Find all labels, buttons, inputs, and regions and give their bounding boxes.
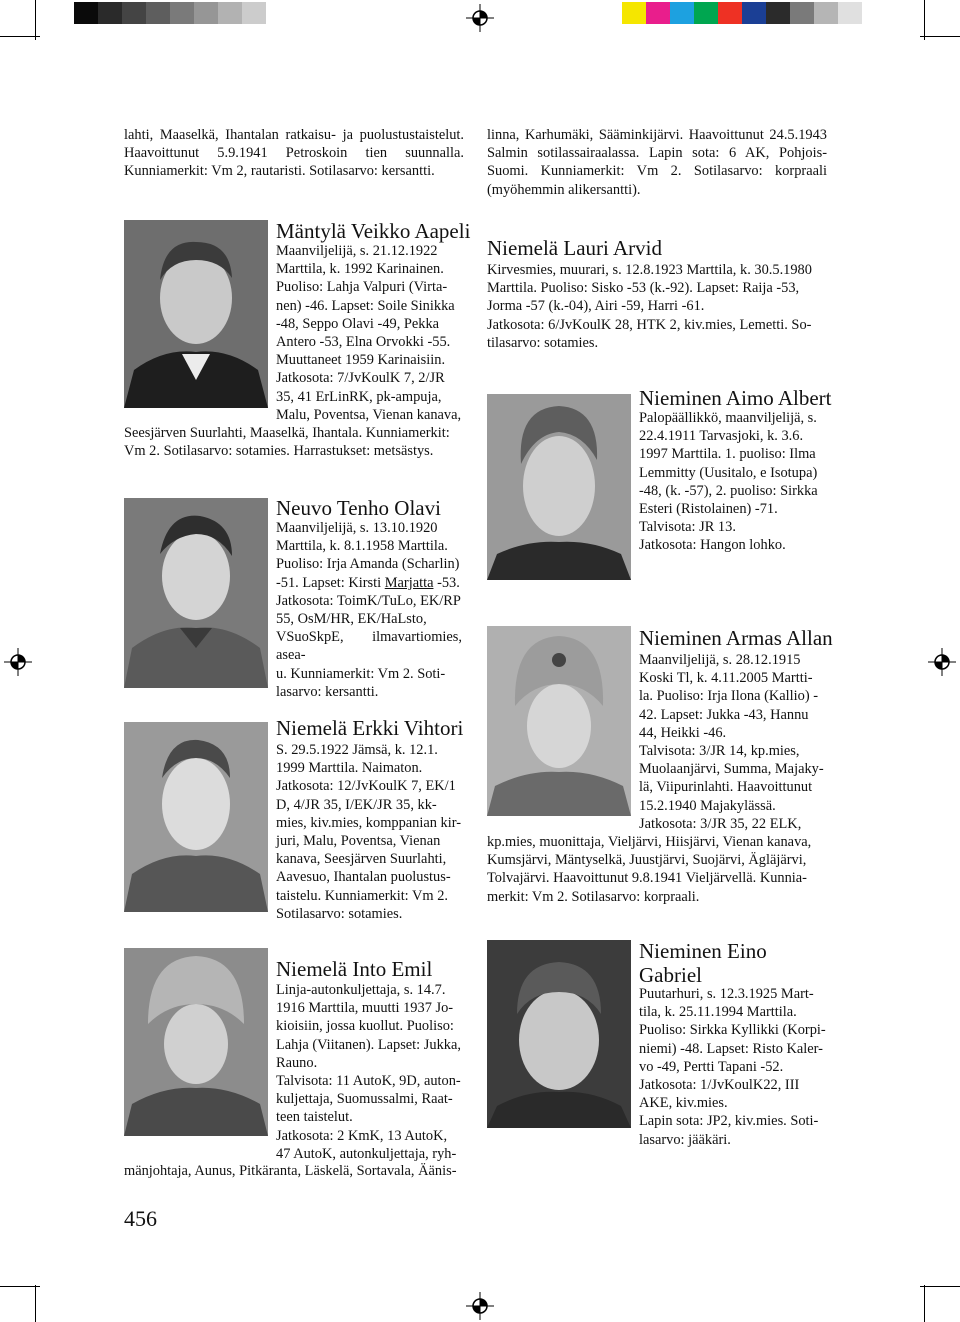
registration-mark-icon (928, 648, 956, 676)
entry-text-nieminen-aimo: Palopäällikkö, maanviljelijä, s. 22.4.1911 Tarvasjoki, k. 3.6. 1997 Marttila. 1. puoliso: Ilma Lemmitty (Uusitalo, e Isotupa) -48, (k. -57), 2. puoliso: Sirkka Esteri (Ristolainen) -71. Talvisota: JR 13. Jatkosota: Hangon lohko. (639, 410, 818, 554)
crop-mark (924, 1285, 925, 1322)
registration-mark-icon (466, 4, 494, 32)
entry-name: Niemelä Erkki Vihtori (276, 716, 464, 740)
portrait-photo-niemela-into (124, 948, 268, 1136)
crop-mark (920, 36, 960, 37)
portrait-photo-nieminen-aimo (487, 394, 631, 580)
entry-name: Nieminen Armas Allan (639, 626, 833, 650)
right-top-text: linna, Karhumäki, Sääminkijärvi. Haavoittunut 24.5.1943 Salmin sotilassairaalassa. Lapin sota: 6 AK, Pohjois-Suomi. Kunniamerkit: Vm 2. Sotilasarvo: korpraali (myöhemmin alikersantti). (487, 127, 827, 198)
crop-mark (924, 0, 925, 40)
cmyk-color-bar (622, 2, 862, 24)
entry-text-nieminen-armas-full: kp.mies, muonittaja, Vieljärvi, Hiisjärvi, Vienan kanava, Kumsjärvi, Mäntyselkä, Juustjärvi, Suojärvi, Ägläjärvi, Tolvajärvi. Haavoittunut 9.8.1941 Vieljärvellä. Kunnia- merkit: Vm 2. Sotilasarvo: korpraali. (487, 834, 812, 905)
entry-text-niemela-erkki: S. 29.5.1922 Jämsä, k. 12.1. 1999 Marttila. Naimaton. Jatkosota: 12/JvKoulK 7, EK/1 D, 4/JR 35, I/EK/JR 35, kk- mies, kiv.mies, komppanian kir- juri, Malu, Poventsa, Vienan kanava, Seesjärven Suurlahti, Aavesuo, Ihantalan puolustus- taistelu. Kunniamerkit: Vm 2. Sotilasarvo: sotamies. (276, 742, 462, 922)
entry-name: Nieminen Eino Gabriel (639, 939, 767, 987)
entry-text-neuvo: Maanviljelijä, s. 13.10.1920 Marttila, k. 8.1.1958 Marttila. Puoliso: Irja Amanda (Scharlin) -51. Lapset: Kirsti Marjatta -53. Jatkosota: ToimK/TuLo, EK/RP 55, OsM/HR, EK/HaLsto, VSuoSkpE, ilmavartiomies, asea- u. Kunniamerkit: Vm 2. Soti- lasarvo: kersantti. (276, 520, 462, 700)
entry-text-niemela-into: Linja-autonkuljettaja, s. 14.7. 1916 Marttila, muutti 1937 Jo- kioisiin, jossa kuollut. Puoliso: Lahja (Viitanen). Lapset: Jukka, Rauno. Talvisota: 11 AutoK, 9D, auton- kuljettaja, Suomussalmi, Raat- teen taistelut. Jatkosota: 2 KmK, 13 AutoK, 47 AutoK, autonkuljettaja, ryh- (276, 982, 461, 1162)
registration-mark-icon (4, 648, 32, 676)
portrait-photo-nieminen-eino (487, 940, 631, 1128)
portrait-photo-nieminen-armas (487, 626, 631, 816)
entry-name: Niemelä Lauri Arvid (487, 236, 662, 260)
crop-mark (35, 1285, 36, 1322)
entry-name: Nieminen Aimo Albert (639, 386, 832, 410)
entry-text-mantyla-full: Seesjärven Suurlahti, Maaselkä, Ihantala. Kunniamerkit: Vm 2. Sotilasarvo: sotamies. Harrastukset: metsästys. (124, 425, 450, 460)
page-number: 456 (124, 1206, 157, 1231)
entry-name: Neuvo Tenho Olavi (276, 496, 441, 520)
portrait-photo-niemela-erkki (124, 722, 268, 912)
crop-mark (920, 1286, 960, 1287)
crop-mark (0, 36, 40, 37)
entry-text-niemela-lauri: Kirvesmies, muurari, s. 12.8.1923 Marttila, k. 30.5.1980 Marttila. Puoliso: Sisko -53 (k.-92). Lapset: Raija -53, Jorma -57 (k.-04), Airi -59, Harri -61. Jatkosota: 6/JvKoulK 28, HTK 2, kiv.mies, Lemetti. So- tilasarvo: sotamies. (487, 262, 812, 351)
crop-mark (0, 1286, 40, 1287)
entry-name: Mäntylä Veikko Aapeli (276, 219, 471, 243)
entry-text-mantyla: Maanviljelijä, s. 21.12.1922 Marttila, k. 1992 Karinainen. Puoliso: Lahja Valpuri (Virta- nen) -46. Lapset: Soile Sinikka -48, Seppo Olavi -49, Pekka Antero -53, Elna Orvokki -55. Muuttaneet 1959 Karinaisiin. Jatkosota: 7/JvKoulK 7, 2/JR 35, 41 ErLinRK, pk-ampuja, Malu, Poventsa, Vienan kanava, (276, 243, 462, 423)
entry-text-niemela-into-full: mänjohtaja, Aunus, Pitkäranta, Läskelä, Sortavala, Äänis- (124, 1163, 457, 1179)
portrait-photo-mantyla (124, 220, 268, 408)
entry-text-nieminen-armas: Maanviljelijä, s. 28.12.1915 Koski Tl, k. 4.11.2005 Martti- la. Puoliso: Irja Ilona (Kallio) - 42. Lapset: Jukka -43, Hannu 44, Heikki -46. Talvisota: 3/JR 14, kp.mies, Muolaanjärvi, Summa, Majaky- lä, Viipurinlahti. Haavoittunut 15.2.1940 Majakylässä. Jatkosota: 3/JR 35, 22 ELK, (639, 652, 824, 832)
entry-name: Niemelä Into Emil (276, 957, 433, 981)
left-top-text: lahti, Maaselkä, Ihantalan ratkaisu- ja puolustustaistelut. Haavoittunut 5.9.1941 Petroskoin tien suunnalla. Kunniamerkit: Vm 2, rautaristi. Sotilasarvo: kersantti. (124, 127, 464, 180)
portrait-photo-neuvo (124, 498, 268, 688)
registration-mark-icon (466, 1292, 494, 1320)
crop-mark (35, 0, 36, 40)
grayscale-color-bar (74, 2, 266, 24)
entry-text-nieminen-eino: Puutarhuri, s. 12.3.1925 Mart- tila, k. 25.11.1994 Marttila. Puoliso: Sirkka Kyllikki (Korpi- niemi) -48. Lapset: Risto Kaler- vo -49, Pertti Tapani -52. Jatkosota: 1/JvKoulK22, III AKE, kiv.mies. Lapin sota: JP2, kiv.mies. Soti- lasarvo: jääkäri. (639, 986, 826, 1148)
